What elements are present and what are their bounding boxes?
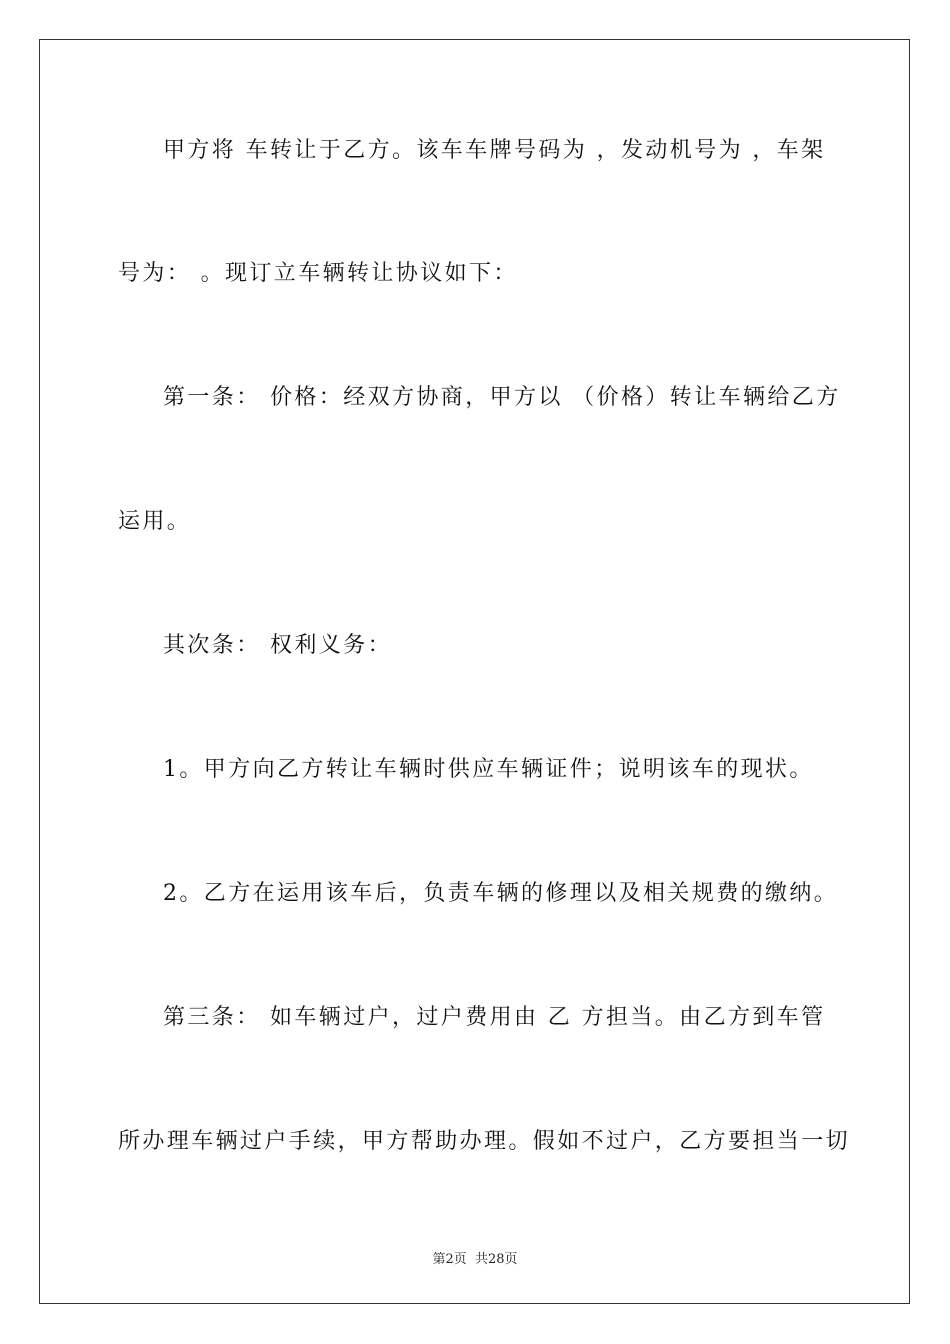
article-2-heading: 其次条： 权利义务： [163, 633, 392, 658]
article-2-item-1: 1。甲方向乙方转让车辆时供应车辆证件；说明该车的现状。 [163, 757, 814, 782]
paragraph-line-2: 号为： 。现订立车辆转让协议如下： [118, 261, 518, 286]
page-footer: 第2页 共28页 [432, 1252, 518, 1267]
article-3-line-1: 第三条： 如车辆过户，过户费用由 乙 方担当。由乙方到车管 [163, 1005, 826, 1030]
article-1-line-1: 第一条： 价格：经双方协商，甲方以 （价格）转让车辆给乙方 [163, 385, 841, 410]
article-3-line-2: 所办理车辆过户手续，甲方帮助办理。假如不过户，乙方要担当一切 [118, 1129, 851, 1154]
page-border [39, 39, 910, 1304]
article-2-item-2: 2。乙方在运用该车后，负责车辆的修理以及相关规费的缴纳。 [163, 881, 839, 906]
paragraph-line-1: 甲方将 车转让于乙方。该车车牌号码为 ，发动机号为 ，车架 [163, 138, 826, 163]
article-1-line-2: 运用。 [118, 509, 192, 534]
